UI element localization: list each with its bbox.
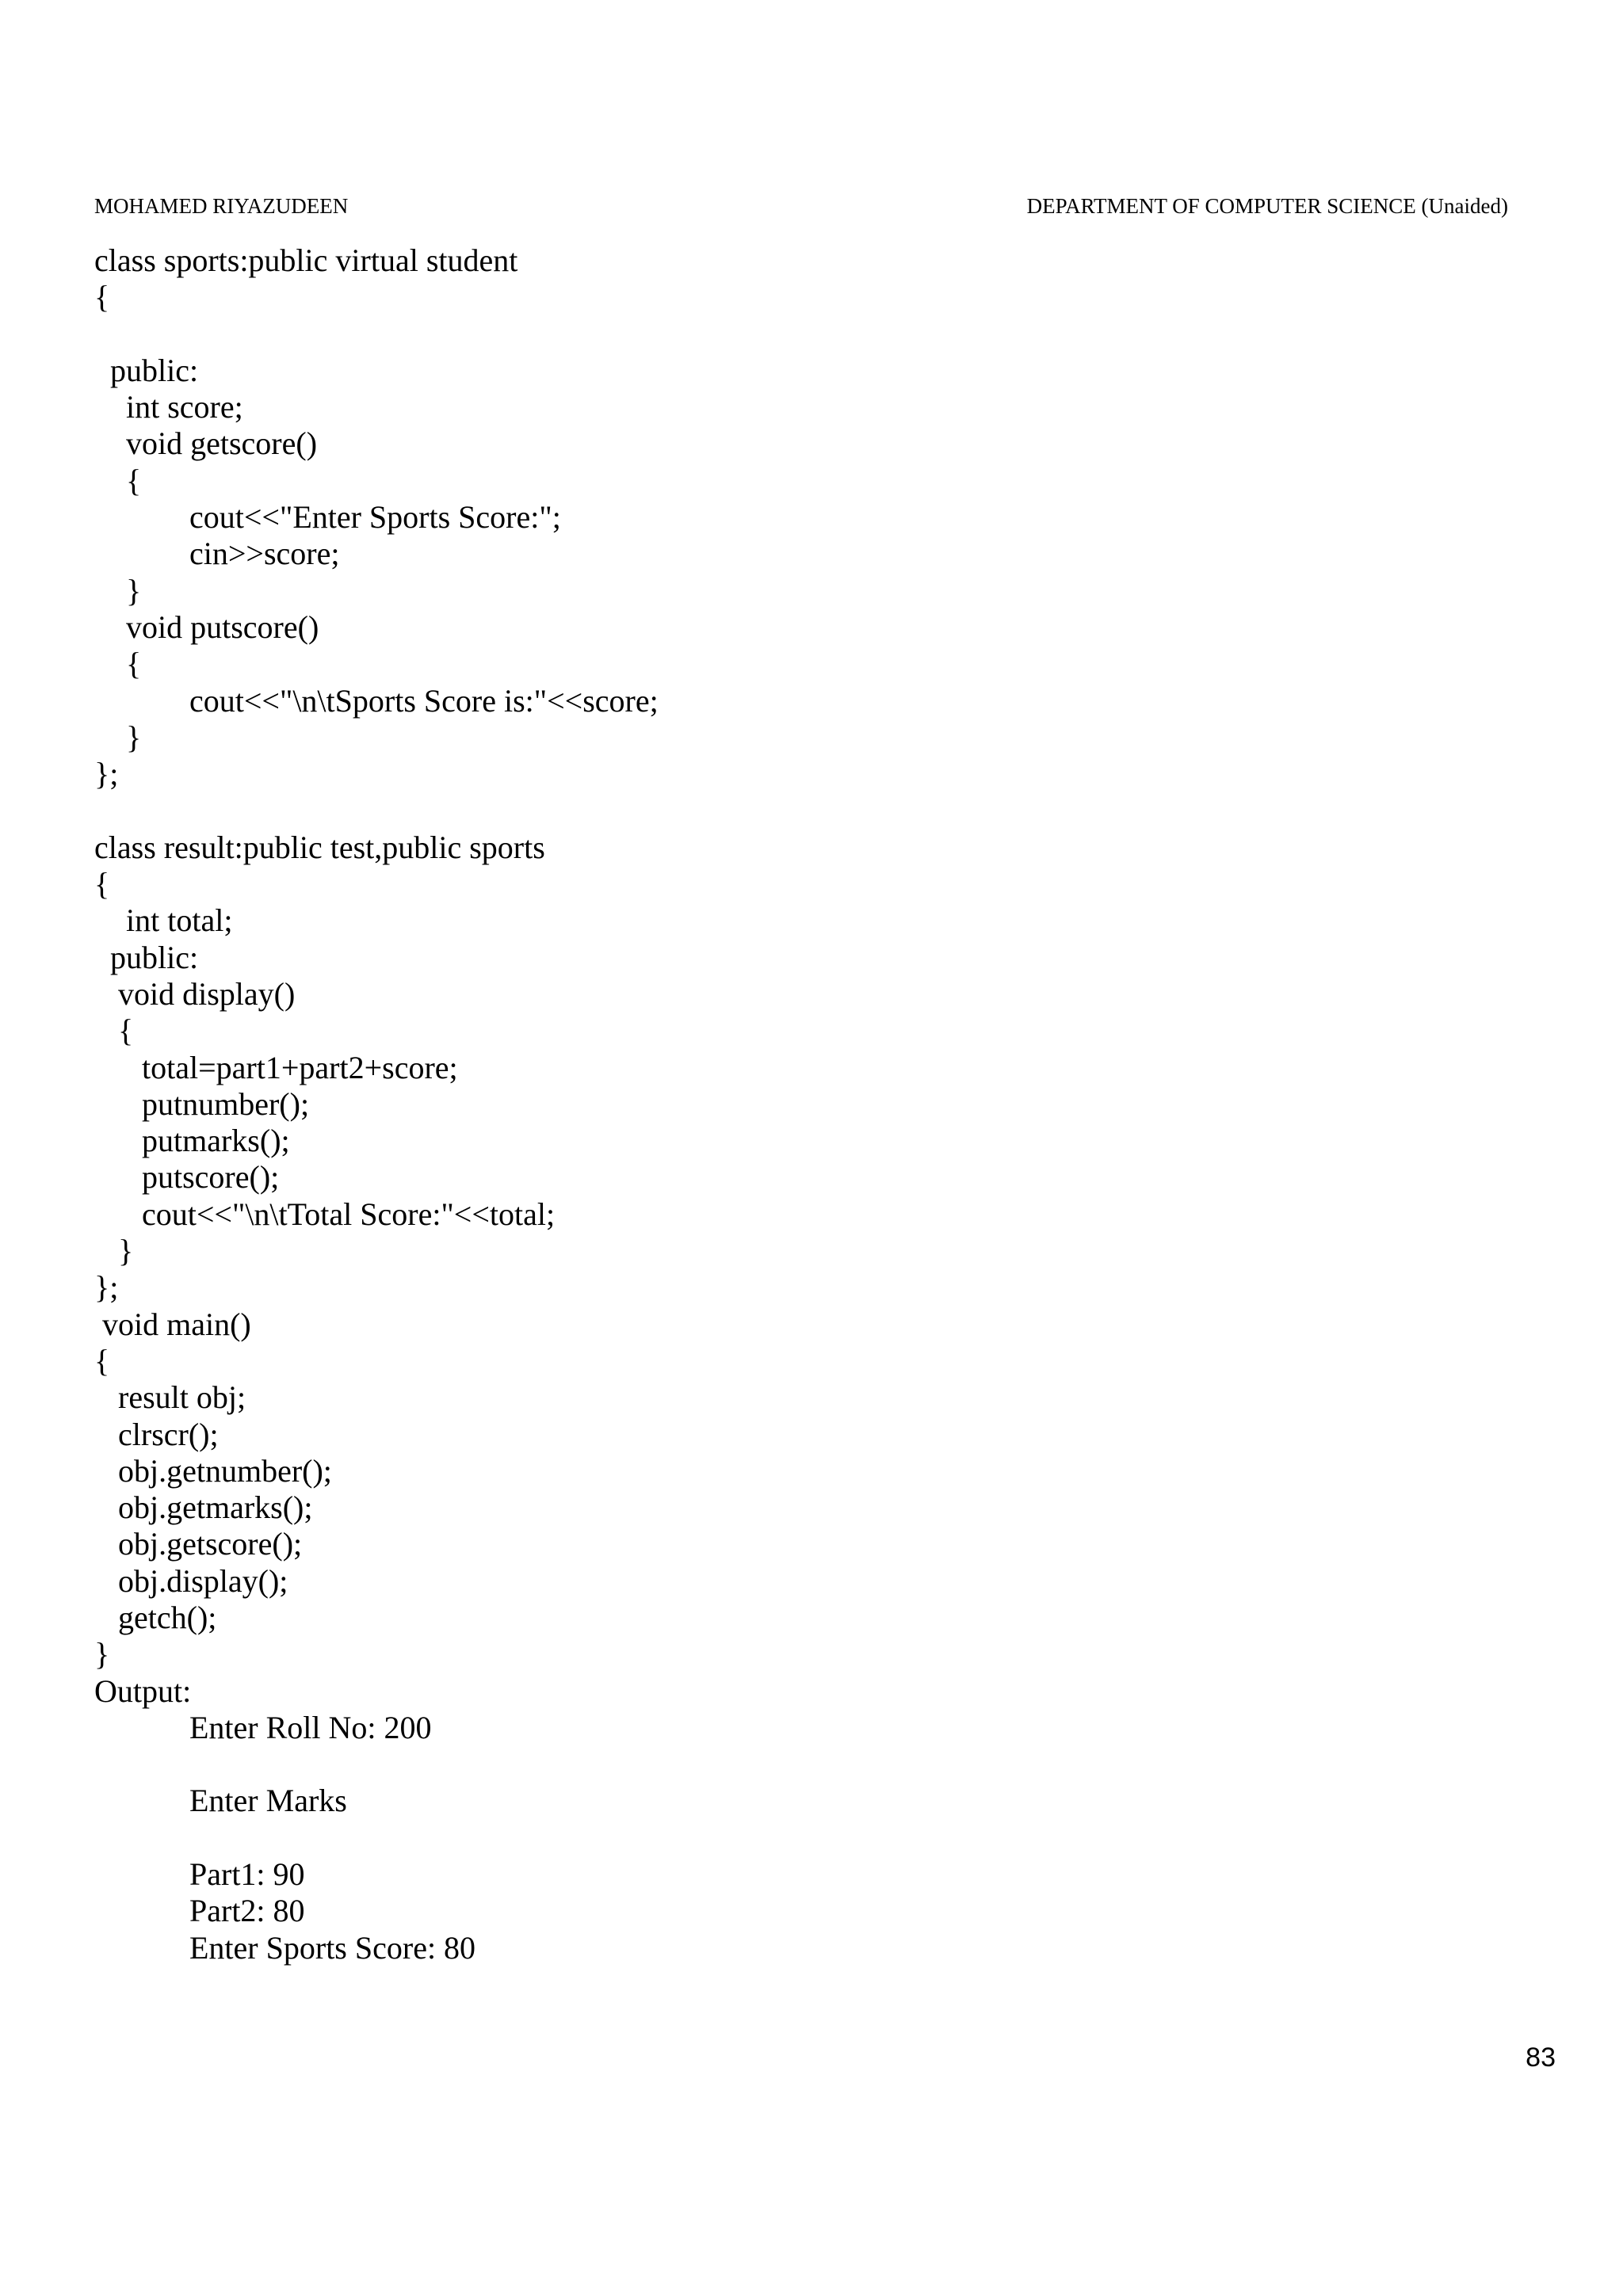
code-line xyxy=(94,1746,1521,1783)
code-line xyxy=(94,792,1521,829)
code-line: putmarks(); xyxy=(94,1123,290,1159)
code-line: getch(); xyxy=(94,1599,217,1635)
code-line: Part2: 80 xyxy=(94,1893,305,1929)
code-line: obj.display(); xyxy=(94,1562,288,1599)
code-line: } xyxy=(94,1636,110,1672)
code-line: class result:public test,public sports xyxy=(94,829,545,865)
code-line: Part1: 90 xyxy=(94,1856,305,1893)
code-line: { xyxy=(94,866,110,902)
code-line: } xyxy=(94,572,142,608)
code-line: cout<<"Enter Sports Score:"; xyxy=(94,499,561,536)
code-line: clrscr(); xyxy=(94,1416,219,1452)
code-line: cin>>score; xyxy=(94,536,340,572)
code-line: { xyxy=(94,1013,134,1049)
page-number: 83 xyxy=(1526,2042,1556,2073)
code-line: obj.getmarks(); xyxy=(94,1489,313,1526)
code-listing xyxy=(94,242,1521,1966)
code-line: int score; xyxy=(94,389,243,425)
code-line: obj.getnumber(); xyxy=(94,1452,332,1489)
code-line: }; xyxy=(94,1269,119,1306)
code-line: putnumber(); xyxy=(94,1085,310,1122)
code-line: obj.getscore(); xyxy=(94,1526,303,1562)
code-line: result obj; xyxy=(94,1379,246,1416)
code-line: }; xyxy=(94,756,119,792)
code-line xyxy=(94,1820,1521,1856)
code-line: { xyxy=(94,279,110,315)
code-line: } xyxy=(94,719,142,755)
code-line: Enter Marks xyxy=(94,1783,347,1819)
code-line: void main() xyxy=(94,1306,251,1342)
code-line: } xyxy=(94,1233,134,1269)
code-line: Output: xyxy=(94,1672,192,1709)
code-line: class sports:public virtual student xyxy=(94,242,518,278)
code-line: int total; xyxy=(94,902,233,939)
code-line: { xyxy=(94,462,142,498)
code-line: void putscore() xyxy=(94,608,319,645)
header-author: MOHAMED RIYAZUDEEN xyxy=(94,194,349,218)
code-line: total=part1+part2+score; xyxy=(94,1049,458,1085)
code-line xyxy=(94,316,1521,353)
code-line: public: xyxy=(94,352,199,388)
code-line: Enter Roll No: 200 xyxy=(94,1709,432,1745)
code-line: { xyxy=(94,646,142,682)
code-line: void display() xyxy=(94,975,296,1012)
code-line: { xyxy=(94,1342,110,1379)
code-line: public: xyxy=(94,939,199,975)
code-line: void getscore() xyxy=(94,425,318,462)
code-line: cout<<"\n\tSports Score is:"<<score; xyxy=(94,682,659,719)
code-line: cout<<"\n\tTotal Score:"<<total; xyxy=(94,1196,556,1232)
header-department: DEPARTMENT OF COMPUTER SCIENCE (Unaided) xyxy=(1026,194,1508,218)
code-line: Enter Sports Score: 80 xyxy=(94,1929,476,1966)
code-line: putscore(); xyxy=(94,1159,280,1196)
